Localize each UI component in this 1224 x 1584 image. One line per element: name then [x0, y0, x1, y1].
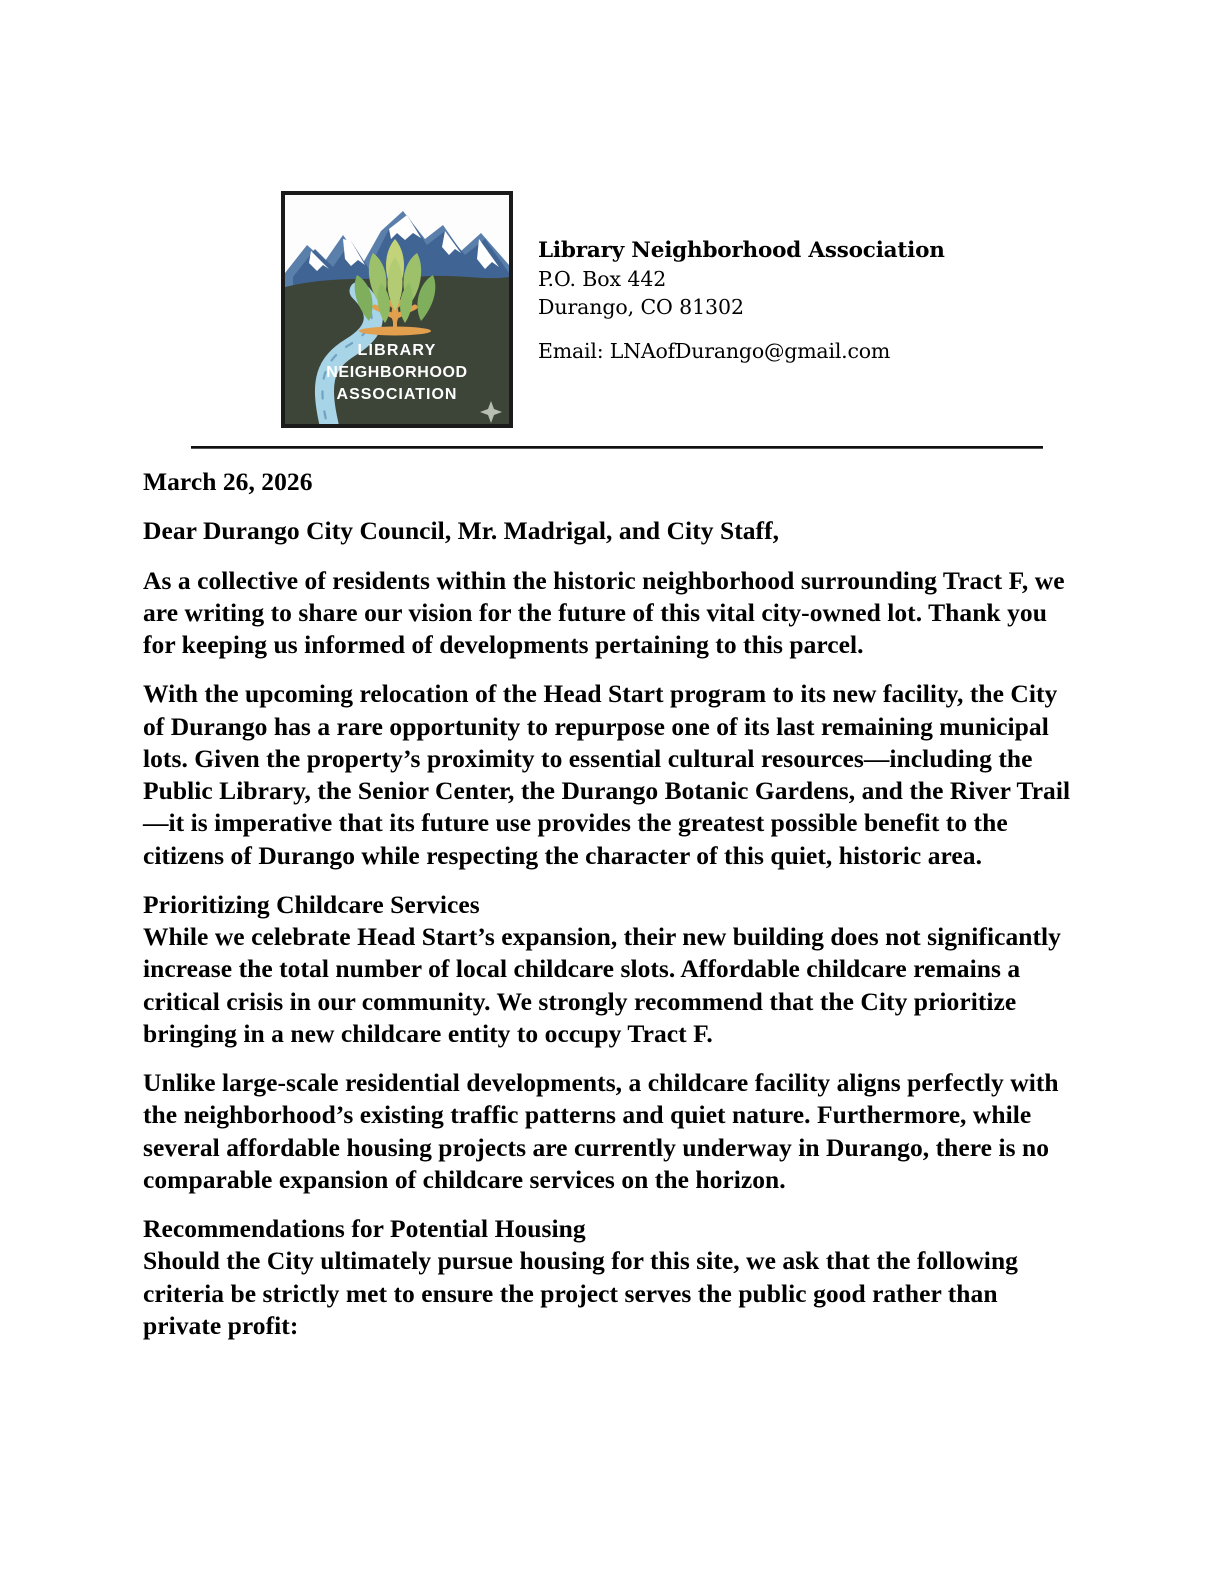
section-followup-childcare: Unlike large-scale residential developments, a childcare facility aligns perfectly with the neighborhood’s existing traffic patterns and quiet nature. Furthermore, while several affordable housing projects are currently underway in Durango, there is no comparable expansion of childcare services on the horizon. [143, 1068, 1059, 1194]
letterhead-divider [191, 446, 1043, 449]
logo-caption-line2: NEIGHBORHOOD [326, 364, 468, 381]
association-logo [281, 191, 513, 428]
po-box-line: P.O. Box 442 [538, 266, 667, 291]
letterhead [281, 191, 981, 431]
section-heading-housing: Recommendations for Potential Housing [143, 1214, 586, 1243]
paragraph-intro: As a collective of residents within the historic neighborhood surrounding Tract F, we are writing to share our vision for the future of this vital city-owned lot. Thank you for keeping us informed of developments pertaining to this parcel. [143, 565, 1065, 659]
section-body-housing: Should the City ultimately pursue housing for this site, we ask that the following criteria be strictly met to ensure the project serves the public good rather than private profit: [143, 1246, 1018, 1340]
letter-date: March 26, 2026 [143, 467, 313, 496]
section-body-childcare: While we celebrate Head Start’s expansion, their new building does not significantly increase the total number of local childcare slots. Affordable childcare remains a critical crisis in our community. We strongly recommend that the City prioritize bringing in a new childcare entity to occupy Tract F. [143, 922, 1061, 1048]
city-state-zip: Durango, CO 81302 [538, 294, 744, 319]
letter-body [143, 466, 1077, 1342]
section-heading-childcare: Prioritizing Childcare Services [143, 889, 480, 919]
logo-caption-line3: ASSOCIATION [336, 386, 458, 403]
organization-name: Library Neighborhood Association [538, 238, 945, 263]
letterhead-contact-block [538, 191, 945, 363]
paragraph-opportunity: With the upcoming relocation of the Head Start program to its new facility, the City of Durango has a rare opportunity to repurpose one of its last remaining municipal lots. Given the property’s proximity to essential cultural resources—including the Public Library, the Senior Center, the Durango Botanic Gardens, and the River Trail—it is imperative that its future use provides the greatest possible benefit to the citizens of Durango while respecting the character of this quiet, historic area. [143, 679, 1071, 870]
email-line: Email: LNAofDurango@gmail.com [538, 338, 891, 363]
letter-salutation: Dear Durango City Council, Mr. Madrigal, and City Staff, [143, 516, 780, 546]
logo-caption-line1: LIBRARY [357, 342, 437, 359]
library-neighborhood-association-logo-icon [285, 195, 509, 424]
